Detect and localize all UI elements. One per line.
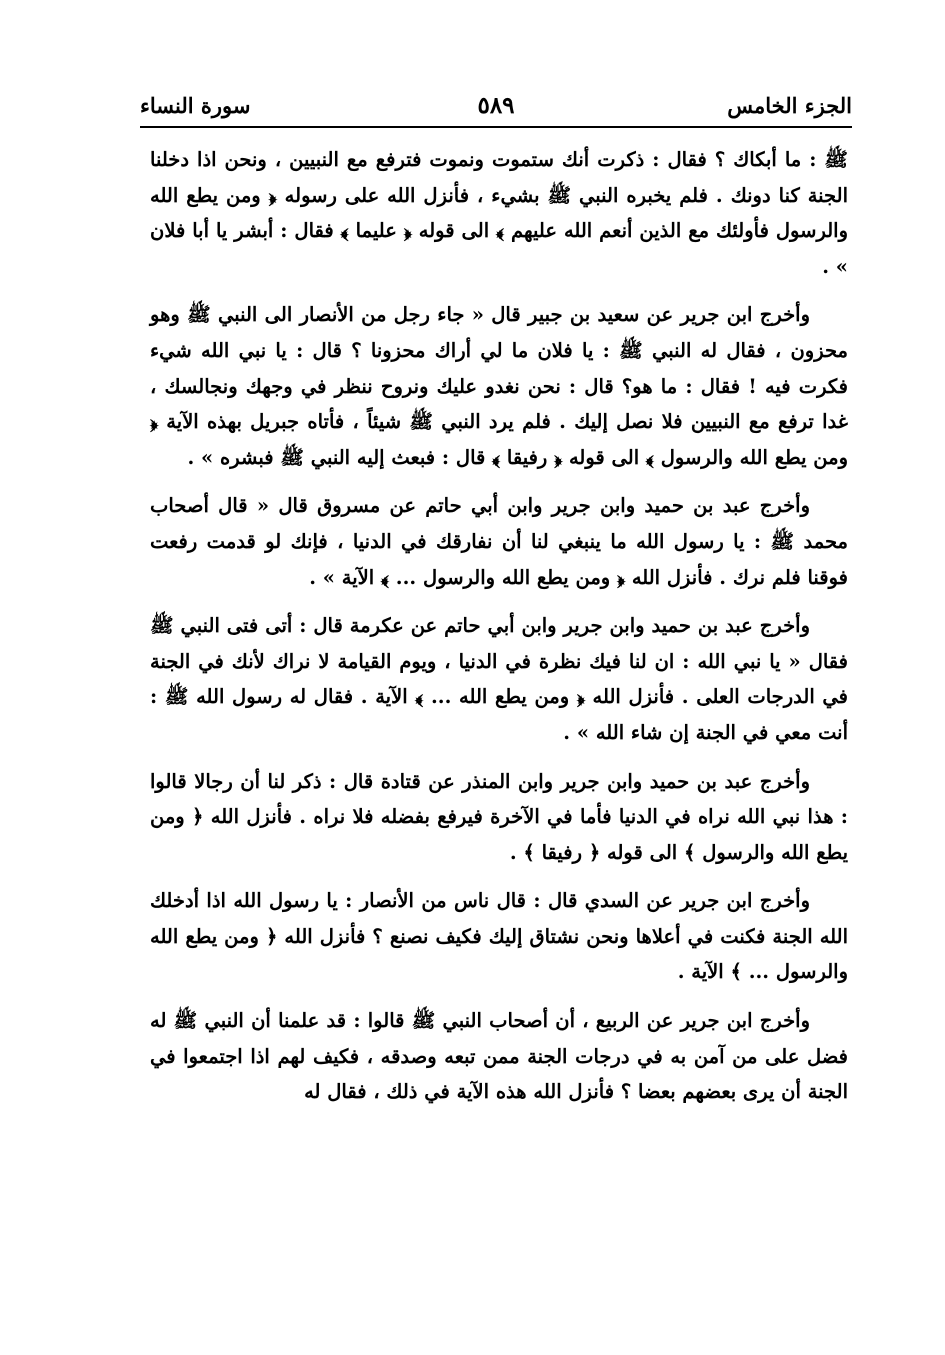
page-header (140, 84, 852, 128)
paragraph-2: وأخرج ابن جرير عن سعيد بن جبير قال « جاء رجل من الأنصار الى النبي ﷺ وهو محزون ، فقال له النبي ﷺ : يا فلان ما لي أراك محزونا ؟ قال : يا نبي الله شيء فكرت فيه ! فقال : ما هو؟ قال : نحن نغدو عليك ونروح ننظر في وجهك ونجالسك ، غدا ترفع مع النبيين فلا نصل إليك . فلم يرد النبي ﷺ شيئاً ، فأتاه جبريل بهذه الآية ﴿ ومن يطع الله والرسول ﴾ الى قوله ﴿ رفيقا ﴾ قال : فبعث إليه النبي ﷺ فبشره » . (150, 303, 848, 469)
surah-label: سورة النساء (140, 93, 251, 118)
paragraph-4: وأخرج عبد بن حميد وابن جرير وابن أبي حاتم عن عكرمة قال : أتى فتى النبي ﷺ فقال « يا نبي الله : ان لنا فيك نظرة في الدنيا ، ويوم القيامة لا نراك لأنك في الجنة في الدرجات العلى . فأنزل الله ﴿ ومن يطع الله ... ﴾ الآية . فقال له رسول الله ﷺ : أنت معي في الجنة إن شاء الله » . (150, 614, 848, 744)
paragraph-1: ﷺ : ما أبكاك ؟ فقال : ذكرت أنك ستموت ونموت فترفع مع النبيين ، ونحن اذا دخلنا الجنة كنا دونك . فلم يخبره النبي ﷺ بشيء ، فأنزل الله على رسوله ﴿ ومن يطع الله والرسول فأولئك مع الذين أنعم الله عليهم ﴾ الى قوله ﴿ عليما ﴾ فقال : أبشر يا أبا فلان » . (150, 148, 848, 278)
paragraph-7: وأخرج ابن جرير عن الربيع ، أن أصحاب النبي ﷺ قالوا : قد علمنا أن النبي ﷺ له فضل على من آمن به في درجات الجنة ممن تبعه وصدقه ، فكيف لهم اذا اجتمعوا في الجنة أن يرى بعضهم بعضا ؟ فأنزل الله هذه الآية في ذلك ، فقال له (150, 1009, 848, 1104)
paragraph-6: وأخرج ابن جرير عن السدي قال : قال ناس من الأنصار : يا رسول الله اذا أدخلك الله الجنة فكنت في أعلاها ونحن نشتاق إليك فكيف نصنع ؟ فأنزل الله ﴿ ومن يطع الله والرسول ... ﴾ الآية . (150, 889, 848, 984)
header-rule (140, 126, 852, 128)
page-body (150, 142, 848, 1123)
paragraph-5: وأخرج عبد بن حميد وابن جرير وابن المنذر عن قتادة قال : ذكر لنا أن رجالا قالوا : هذا نبي الله نراه في الدنيا فأما في الآخرة فيرفع بفضله فلا نراه . فأنزل الله ﴿ ومن يطع الله والرسول ﴾ الى قوله ﴿ رفيقا ﴾ . (150, 769, 848, 864)
page-number: ٥٨٩ (477, 92, 515, 119)
part-label: الجزء الخامس (727, 93, 852, 118)
paragraph-3: وأخرج عبد بن حميد وابن جرير وابن أبي حاتم عن مسروق قال « قال أصحاب محمد ﷺ : يا رسول الله ما ينبغي لنا أن نفارقك في الدنيا ، فإنك لو قدمت رفعت فوقنا فلم نرك . فأنزل الله ﴿ ومن يطع الله والرسول ... ﴾ الآية » . (150, 494, 848, 589)
